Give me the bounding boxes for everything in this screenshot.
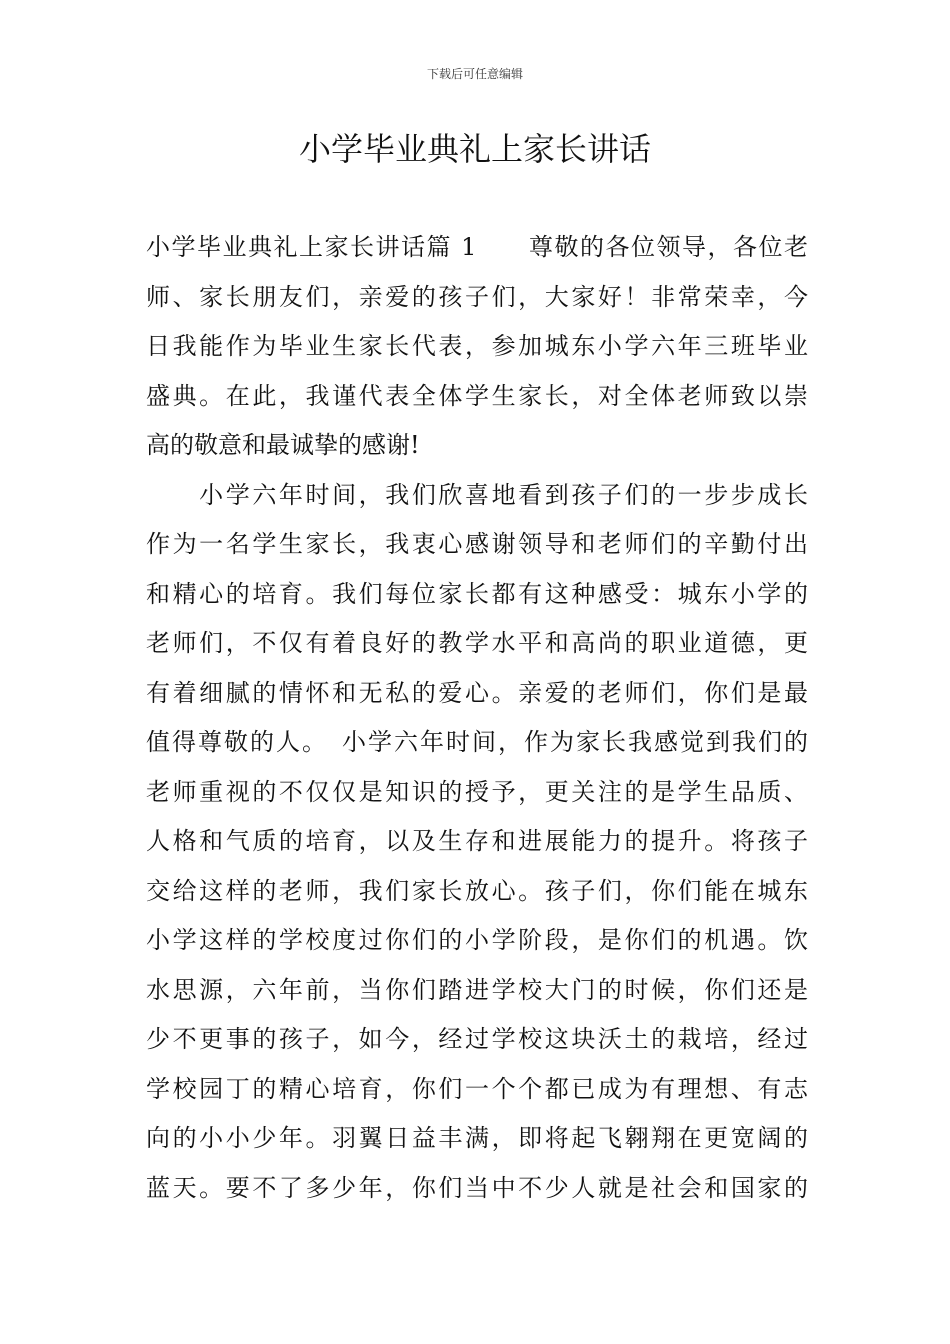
text-line: 学校园丁的精心培育，你们一个个都已成为有理想、有志: [146, 1074, 808, 1103]
text-line: 水思源，六年前，当你们踏进学校大门的时候，你们还是: [146, 975, 808, 1004]
text-line: 交给这样的老师，我们家长放心。孩子们，你们能在城东: [146, 876, 808, 905]
text-line: 日我能作为毕业生家长代表，参加城东小学六年三班毕业: [146, 332, 808, 360]
header-note: 下载后可任意编辑: [426, 67, 523, 81]
text-line: 人格和气质的培育，以及生存和进展能力的提升。将孩子: [146, 827, 808, 855]
document-title: 小学毕业典礼上家长讲话: [298, 130, 651, 168]
body-text: [146, 223, 808, 1213]
text-line: 老师重视的不仅仅是知识的授予，更关注的是学生品质、: [146, 777, 808, 806]
text-line: 蓝天。要不了多少年，你们当中不少人就是社会和国家的: [146, 1173, 808, 1202]
text-line: 有着细腻的情怀和无私的爱心。亲爱的老师们，你们是最: [146, 678, 808, 707]
text-line: 盛典。在此，我谨代表全体学生家长，对全体老师致以崇: [146, 381, 808, 410]
text-line: 高的敬意和最诚挚的感谢!: [146, 431, 420, 459]
text-line: 小学这样的学校度过你们的小学阶段，是你们的机遇。饮: [146, 926, 808, 954]
text-line: 少不更事的孩子，如今，经过学校这块沃土的栽培，经过: [146, 1025, 808, 1053]
text-line: 小学毕业典礼上家长讲话篇 1 尊敬的各位领导，各位老: [146, 233, 808, 261]
text-line: 和精心的培育。我们每位家长都有这种感受：城东小学的: [146, 579, 808, 608]
text-line: 作为一名学生家长，我衷心感谢领导和老师们的辛勤付出: [146, 530, 808, 558]
text-line: 值得尊敬的人。 小学六年时间，作为家长我感觉到我们的: [146, 728, 808, 756]
text-line: 向的小小少年。羽翼日益丰满，即将起飞翱翔在更宽阔的: [146, 1124, 808, 1152]
text-line: 老师们，不仅有着良好的教学水平和高尚的职业道德，更: [146, 629, 808, 657]
text-line: 师、家长朋友们，亲爱的孩子们，大家好！非常荣幸，今: [146, 282, 808, 311]
text-line: 小学六年时间，我们欣喜地看到孩子们的一步步成长: [146, 480, 808, 509]
